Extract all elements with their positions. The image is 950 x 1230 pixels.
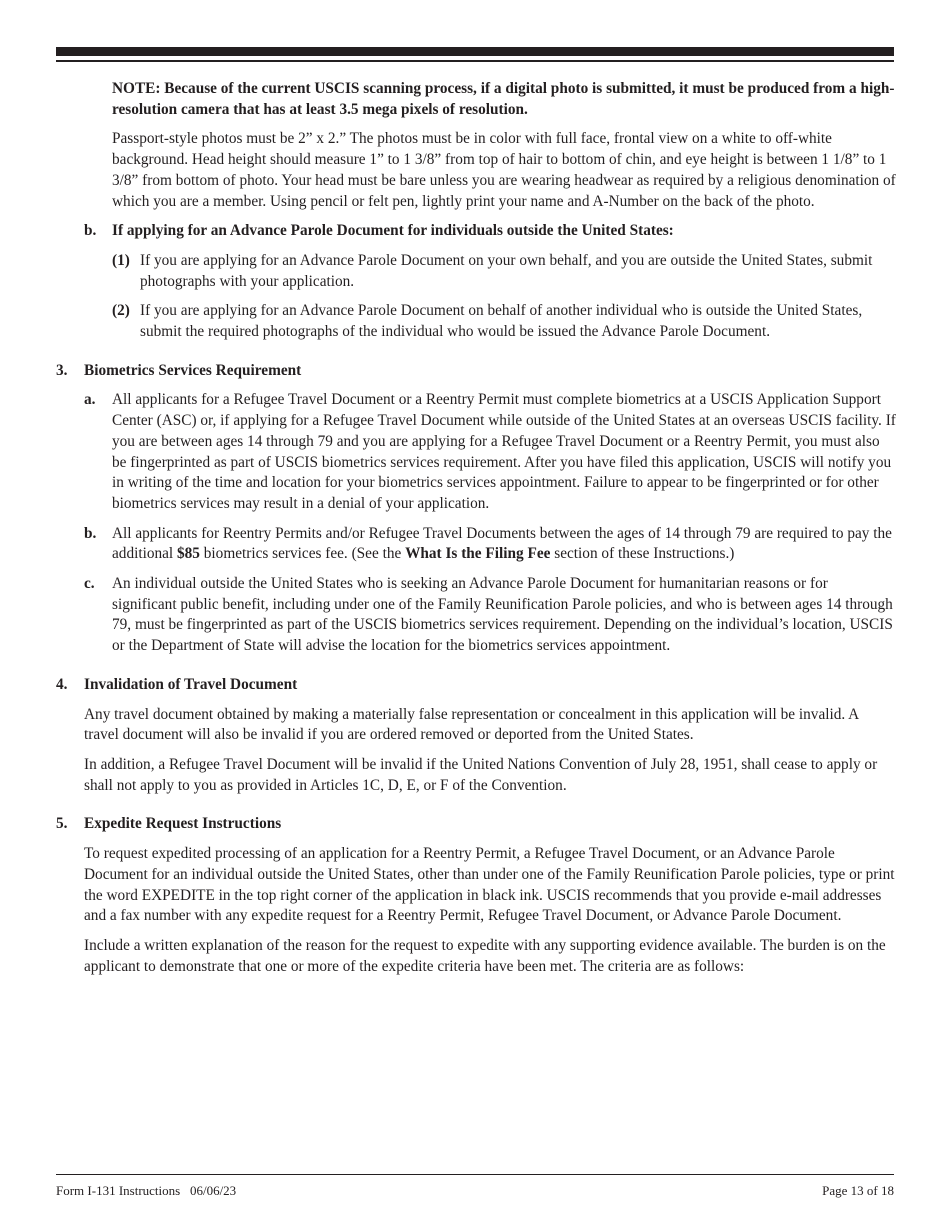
- item-text: [112, 524, 896, 565]
- section-number: 4.: [56, 675, 68, 693]
- header-thin-rule: [56, 60, 894, 62]
- section-4-paragraph: In addition, a Refugee Travel Document will be invalid if the United Nations Convention of July 28, 1951, shall cease to apply or shall not apply to you as provided in Articles 1C, D, E, or F of the Convention.: [84, 755, 878, 794]
- item-text: All applicants for a Refugee Travel Document or a Reentry Permit must complete biometrics at a USCIS Application Support Center (ASC) or, if applying for a Refugee Travel Document while outside of the United States at an overseas USCIS facility. If you are between ages 14 through 79 and you are applying for a Refugee Travel Document or a Reentry Permit, you must also be fingerprinted as part of USCIS biometrics services requirement. After you have filed this application, USCIS will notify you in writing of the time and location for your biometrics services appointment. Failure to appear to be fingerprinted or for other biometrics services may result in a denial of your application.: [112, 391, 896, 512]
- section-4-paragraph: Any travel document obtained by making a materially false representation or concealment in this application will be invalid. A travel document will also be invalid if you are ordered removed or deported from the United States.: [84, 705, 859, 744]
- subitem-text: If you are applying for an Advance Parole Document on behalf of another individual who is outside the United States, submit the required photographs of the individual who would be issued the Advance Parole Document.: [140, 302, 863, 341]
- section-5-paragraph: To request expedited processing of an application for a Reentry Permit, a Refugee Travel Document, or an Advance Parole Document for an individual outside the United States, other than under one of the Family Reunification Parole policies, type or print the word EXPEDITE in the top right corner of the application in black ink. USCIS recommends that you provide e-mail addresses and a fax number with any expedite request for a Reentry Permit, Refugee Travel Document, or Advance Parole Document.: [84, 845, 895, 925]
- section-3-item-a: [56, 390, 896, 514]
- list-marker: b.: [84, 222, 97, 240]
- header-thick-rule: [56, 47, 894, 56]
- section-title: Biometrics Services Requirement: [84, 361, 302, 379]
- section-number: 5.: [56, 815, 68, 833]
- item-b-heading: [56, 221, 896, 242]
- section-title: Invalidation of Travel Document: [84, 675, 298, 693]
- list-marker: (1): [112, 251, 130, 269]
- item-text-part: All applicants for Reentry Permits and/or Refugee Travel Documents between the ages of 14 through 79 are required to pay the additional: [112, 524, 892, 563]
- section-5-paragraph: Include a written explanation of the reason for the request to expedite with any supporting evidence available. The burden is on the applicant to demonstrate that one or more of the expedite criteria have been met. The criteria are as follows:: [84, 936, 886, 975]
- footer-rule: [56, 1174, 894, 1175]
- subitem-2: [56, 301, 896, 342]
- list-marker: c.: [84, 575, 95, 593]
- section-4-heading: [56, 675, 896, 696]
- section-5-heading: [56, 814, 896, 835]
- section-3-heading: [56, 361, 896, 382]
- item-text: An individual outside the United States who is seeking an Advance Parole Document for humanitarian reasons or for significant public benefit, including under one of the Family Reunification Parole policies, and who is between ages 14 through 79, must be fingerprinted as part of the USCIS biometrics services requirement. Depending on the individual’s location, USCIS or the Department of State will advise the location for the biometrics services appointment.: [112, 575, 893, 655]
- footer-form-name: Form I-131 Instructions 06/06/23: [56, 1183, 237, 1198]
- footer-page-number: Page 13 of 18: [822, 1183, 894, 1198]
- page-content: [56, 79, 896, 977]
- section-number: 3.: [56, 361, 68, 379]
- item-text-part: section of these Instructions.): [550, 545, 735, 563]
- section-3-item-c: [56, 574, 896, 657]
- list-marker: b.: [84, 524, 97, 542]
- fee-amount: $85: [177, 545, 200, 563]
- subitem-1: [56, 251, 896, 292]
- subitem-text: If you are applying for an Advance Parole Document on your own behalf, and you are outside the United States, submit photographs with your application.: [140, 251, 873, 290]
- list-marker: (2): [112, 302, 130, 320]
- photo-note: NOTE: Because of the current USCIS scanning process, if a digital photo is submitted, it must be produced from a high-resolution camera that has at least 3.5 mega pixels of resolution.: [112, 80, 895, 118]
- item-b-title: If applying for an Advance Parole Document for individuals outside the United States:: [112, 222, 674, 240]
- item-text-part: biometrics services fee. (See the: [199, 545, 406, 563]
- section-title: Expedite Request Instructions: [84, 815, 282, 833]
- section-3-item-b: [56, 524, 896, 565]
- filing-fee-reference: What Is the Filing Fee: [405, 545, 551, 563]
- list-marker: a.: [84, 391, 96, 409]
- passport-photo-paragraph: Passport-style photos must be 2” x 2.” The photos must be in color with full face, frontal view on a white to off-white background. Head height should measure 1” to 1 3/8” from top of hair to bottom of chin, and eye height is between 1 1/8” to 1 3/8” from bottom of photo. Your head must be bare unless you are wearing headwear as required by a religious denomination of which you are a member. Using pencil or felt pen, lightly print your name and A-Number on the back of the photo.: [112, 130, 896, 210]
